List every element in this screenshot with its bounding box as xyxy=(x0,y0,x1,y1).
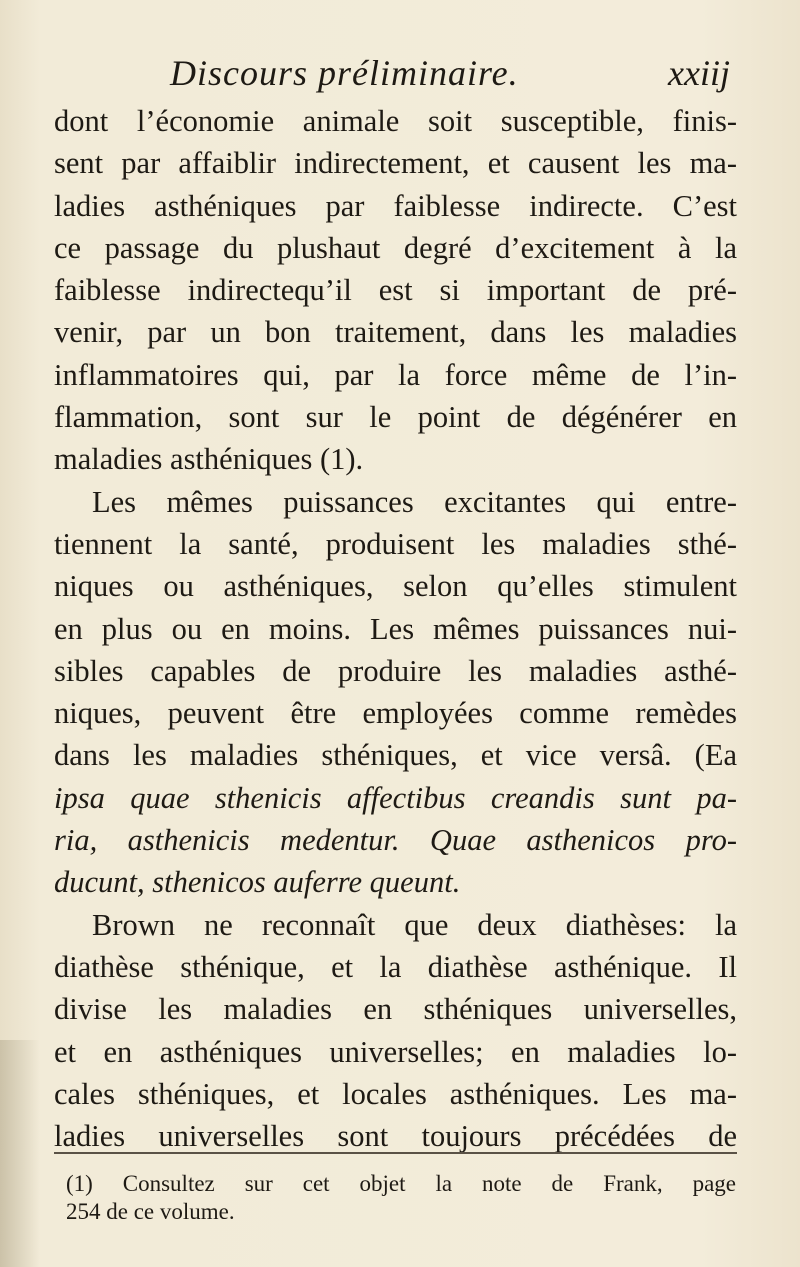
text-line: venir, par un bon traitement, dans les maladies xyxy=(54,315,737,350)
text-line: ipsa quae sthenicis affectibus creandis sunt pa- xyxy=(54,780,737,815)
text-line: Les mêmes puissances excitantes qui entre- xyxy=(92,484,737,519)
header-title: Discours préliminaire. xyxy=(170,53,519,93)
text-line: Brown ne reconnaît que deux diathèses: la xyxy=(92,907,737,942)
text-line: niques, peuvent être employées comme remèdes xyxy=(54,696,737,731)
page-edge-shadow xyxy=(0,1040,40,1267)
text-line: ce passage du plushaut degré d’excitement à la xyxy=(54,230,737,265)
text-line: divise les maladies en sthéniques universelles, xyxy=(54,992,737,1027)
text-line: en plus ou en moins. Les mêmes puissances nui- xyxy=(54,611,737,646)
text-line: ducunt, sthenicos auferre queunt. xyxy=(54,865,461,900)
page-number: xxiij xyxy=(668,53,730,93)
text-line: inflammatoires qui, par la force même de l’in- xyxy=(54,357,737,392)
text-line: ria, asthenicis medentur. Quae asthenicos pro- xyxy=(54,823,737,858)
body-text xyxy=(54,100,737,1157)
footnote-divider xyxy=(54,1152,737,1154)
text-line: faiblesse indirectequ’il est si important de pré- xyxy=(54,273,737,308)
footnote-line: (1) Consultez sur cet objet la note de Frank, page xyxy=(66,1171,736,1196)
footnote xyxy=(66,1170,736,1226)
footnote-line: 254 de ce volume. xyxy=(66,1199,235,1224)
running-header xyxy=(170,52,730,102)
text-line: sent par affaiblir indirectement, et causent les ma- xyxy=(54,146,737,181)
text-line: flammation, sont sur le point de dégénérer en xyxy=(54,400,737,435)
text-line: diathèse sthénique, et la diathèse asthénique. Il xyxy=(54,949,737,984)
text-line: et en asthéniques universelles; en maladies lo- xyxy=(54,1034,737,1069)
text-line: cales sthéniques, et locales asthéniques. Les ma- xyxy=(54,1076,737,1111)
text-line: ladies asthéniques par faiblesse indirecte. C’est xyxy=(54,188,737,223)
text-line: dont l’économie animale soit susceptible, finis- xyxy=(54,104,737,138)
text-line: tiennent la santé, produisent les maladies sthé- xyxy=(54,526,737,561)
text-line: maladies asthéniques (1). xyxy=(54,442,364,477)
text-line: dans les maladies sthéniques, et vice versâ. (Ea xyxy=(54,738,737,773)
text-line: niques ou asthéniques, selon qu’elles stimulent xyxy=(54,569,737,604)
text-line: sibles capables de produire les maladies asthé- xyxy=(54,653,737,688)
text-line: ladies universelles sont toujours précédées de xyxy=(54,1119,737,1154)
